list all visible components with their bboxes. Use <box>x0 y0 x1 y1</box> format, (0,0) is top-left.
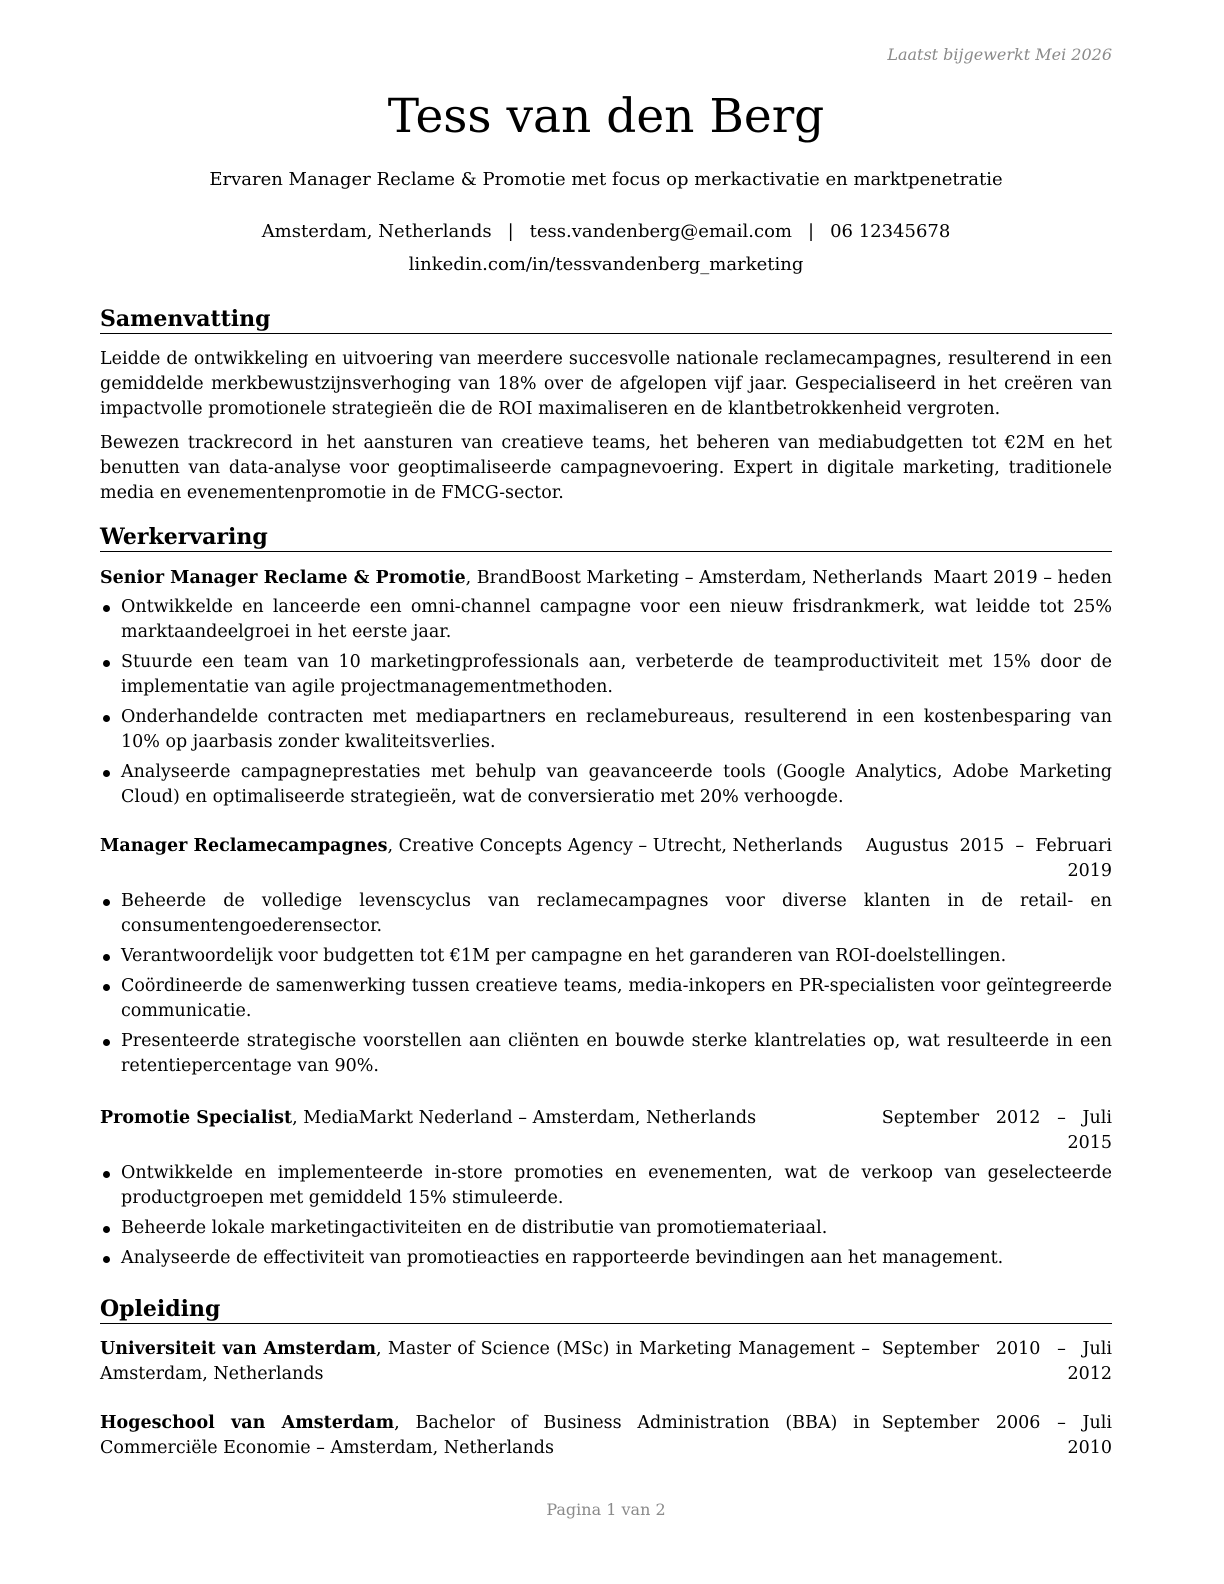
job-header <box>100 1106 1112 1153</box>
education-text <box>100 1411 870 1461</box>
education-date-line: 2010 <box>1067 1438 1112 1458</box>
education-text <box>100 1337 870 1387</box>
education-school: Hogeschool van Amsterdam <box>100 1413 395 1433</box>
last-updated: Laatst bijgewerkt Mei 2026 <box>887 45 1112 64</box>
list-item: Verantwoordelijk voor budgetten tot €1M per campagne en het garanderen van ROI-doelstellingen. <box>100 944 1112 969</box>
contact-line <box>100 220 1112 244</box>
job-date <box>882 1106 1112 1156</box>
education-date-line: September 2006 – Juli <box>881 1413 1112 1433</box>
job-header <box>100 834 1112 881</box>
contact-linkedin[interactable]: linkedin.com/in/tessvandenberg_marketing <box>408 254 804 275</box>
page-number: Pagina 1 van 2 <box>546 1500 666 1519</box>
job-bullets <box>100 889 1112 1084</box>
list-item: Stuurde een team van 10 marketingprofessionals aan, verbeterde de teamproductiviteit met 15% door de implementatie van agile projectmanagementmethoden. <box>100 650 1112 700</box>
contact-phone: 06 12345678 <box>830 221 951 242</box>
list-item: Onderhandelde contracten met mediapartners en reclamebureaus, resulterend in een kostenbesparing van 10% op jaarbasis zonder kwaliteitsverlies. <box>100 705 1112 755</box>
job-date-line: 2015 <box>1067 1133 1112 1153</box>
section-title-summary: Samenvatting <box>100 306 1112 334</box>
list-item: Analyseerde de effectiviteit van promotieacties en rapporteerde bevindingen aan het management. <box>100 1246 1112 1271</box>
job-title: Promotie Specialist <box>100 1108 293 1128</box>
list-item: Ontwikkelde en implementeerde in-store promoties en evenementen, wat de verkoop van geselecteerde productgroepen met gemiddeld 15% stimuleerde. <box>100 1161 1112 1211</box>
job-company: , BrandBoost Marketing – Amsterdam, Netherlands <box>465 568 923 588</box>
section-title-education: Opleiding <box>100 1296 1112 1324</box>
job-date-line: Augustus 2015 – Februari <box>865 836 1112 856</box>
list-item: Beheerde de volledige levenscyclus van reclamecampagnes voor diverse klanten in de retail- en consumentengoederensector. <box>100 889 1112 939</box>
job-company: , Creative Concepts Agency – Utrecht, Netherlands <box>387 836 843 856</box>
education-detail: , Bachelor of Business Administration (BBA) in Commerciële Economie – Amsterdam, Netherlands <box>100 1413 871 1458</box>
job-bullets <box>100 595 1112 815</box>
education-detail: , Master of Science (MSc) in Marketing Management – Amsterdam, Netherlands <box>100 1339 871 1384</box>
summary-paragraph: Leidde de ontwikkeling en uitvoering van meerdere succesvolle nationale reclamecampagnes, resulterend in een gemiddelde merkbewustzijnsverhoging van 18% over de afgelopen vijf jaar. Gespecialiseerd in het creëren van impactvolle promotionele strategieën die de ROI maximaliseren en de klantbetrokkenheid vergroten. <box>100 349 1112 419</box>
list-item: Ontwikkelde en lanceerde een omni-channel campagne voor een nieuw frisdrankmerk, wat leidde tot 25% marktaandeelgroei in het eerste jaar. <box>100 595 1112 645</box>
list-item: Coördineerde de samenwerking tussen creatieve teams, media-inkopers en PR-specialisten voor geïntegreerde communicatie. <box>100 974 1112 1024</box>
job-company: , MediaMarkt Nederland – Amsterdam, Netherlands <box>292 1108 757 1128</box>
list-item: Analyseerde campagneprestaties met behulp van geavanceerde tools (Google Analytics, Adobe Marketing Cloud) en optimaliseerde strategieën, wat de conversieratio met 20% verhoogde. <box>100 760 1112 810</box>
job-title: Manager Reclamecampagnes <box>100 836 388 856</box>
tagline: Ervaren Manager Reclame & Promotie met focus op merkactivatie en marktpenetratie <box>209 169 1003 190</box>
job-date <box>866 834 1112 884</box>
resume-page <box>100 0 1112 1584</box>
job-date: Maart 2019 – heden <box>933 568 1112 588</box>
section-title-experience: Werkervaring <box>100 524 1112 552</box>
education-date <box>872 1411 1112 1461</box>
contact-email[interactable]: tess.vandenberg@email.com <box>529 221 792 242</box>
job-title: Senior Manager Reclame & Promotie <box>100 568 466 588</box>
job-date-line: 2019 <box>1067 861 1112 881</box>
job-date-line: September 2012 – Juli <box>881 1108 1112 1128</box>
candidate-name: Tess van den Berg <box>387 89 825 144</box>
summary-paragraph: Bewezen trackrecord in het aansturen van creatieve teams, het beheren van mediabudgetten tot €2M en het benutten van data-analyse voor geoptimaliseerde campagnevoering. Expert in digitale marketing, traditionele media en evenementenpromotie in de FMCG-sector. <box>100 433 1112 503</box>
contact-location: Amsterdam, Netherlands <box>261 221 492 242</box>
job-header <box>100 566 1112 591</box>
education-date-line: 2012 <box>1067 1364 1112 1384</box>
education-date <box>872 1337 1112 1387</box>
contact-separator: | <box>807 221 815 242</box>
job-bullets <box>100 1161 1112 1276</box>
list-item: Presenteerde strategische voorstellen aan cliënten en bouwde sterke klantrelaties op, wat resulteerde in een retentiepercentage van 90%. <box>100 1029 1112 1079</box>
contact-separator: | <box>507 221 514 242</box>
list-item: Beheerde lokale marketingactiviteiten en de distributie van promotiemateriaal. <box>100 1216 1112 1241</box>
education-date-line: September 2010 – Juli <box>881 1339 1112 1359</box>
education-school: Universiteit van Amsterdam <box>100 1339 377 1359</box>
